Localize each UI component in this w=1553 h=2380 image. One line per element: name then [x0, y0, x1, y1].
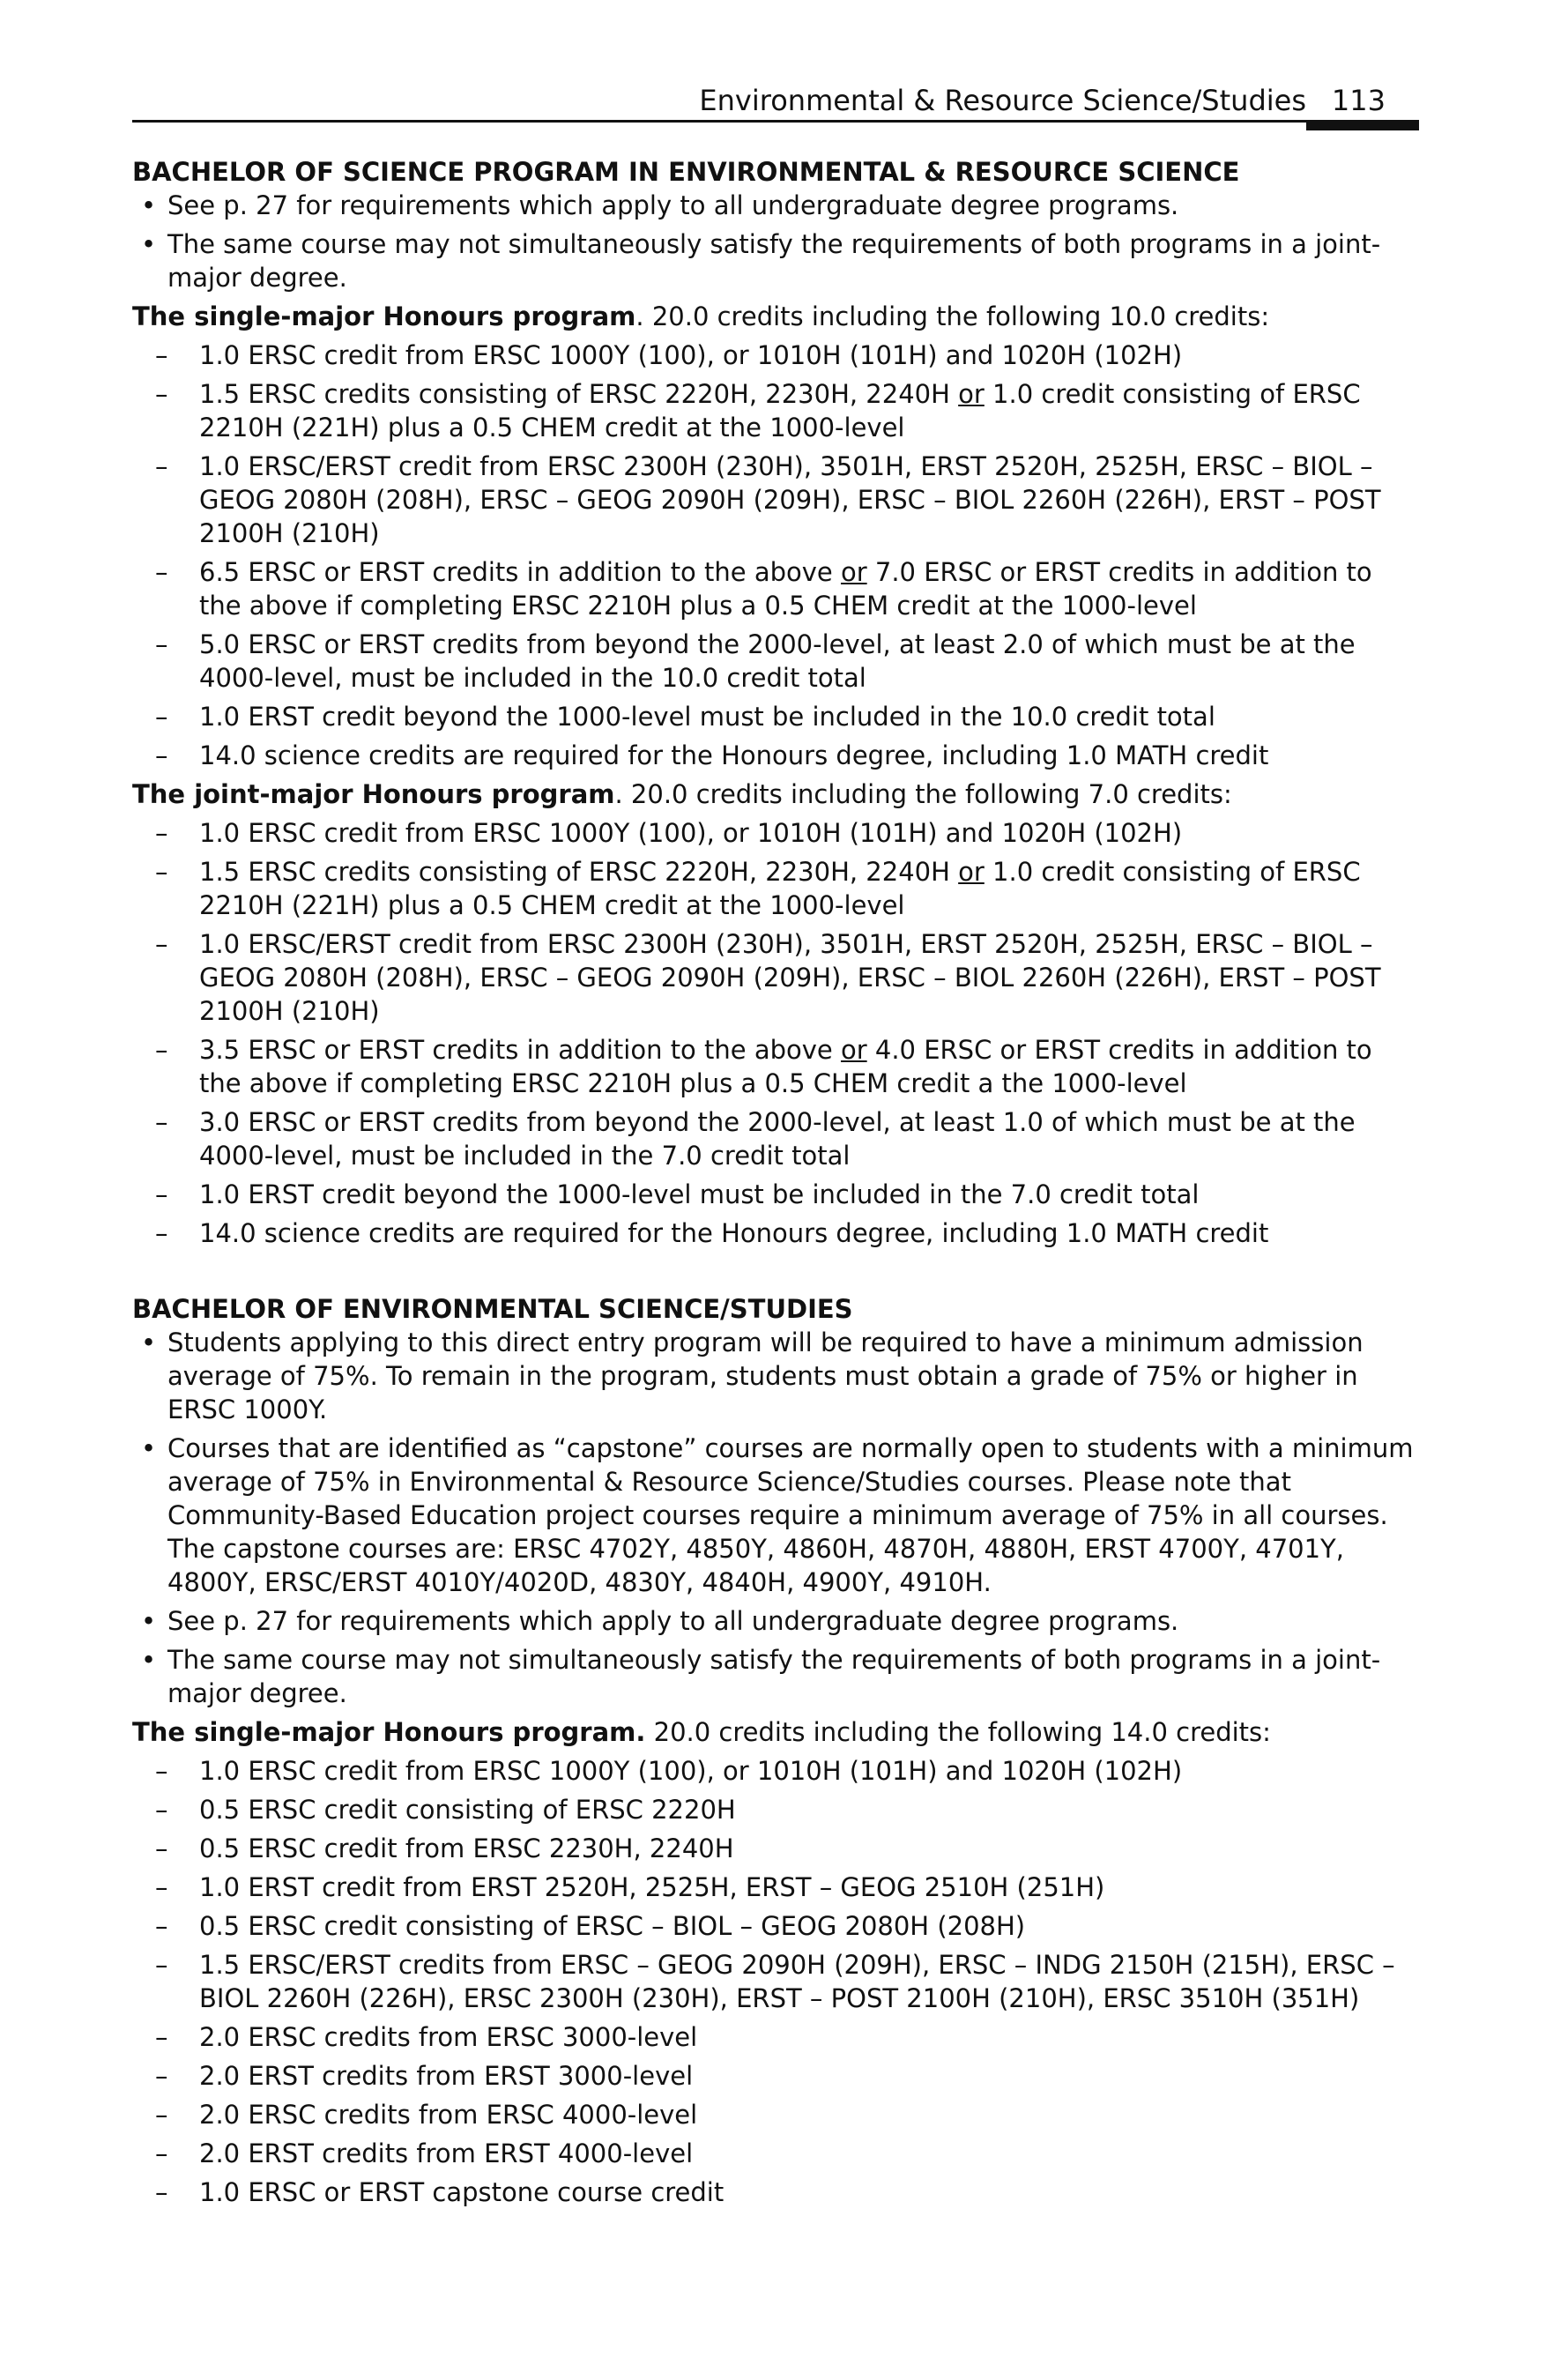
bes-single-requirements	[132, 1754, 1419, 2209]
requirement-item: – 2.0 ERST credits from ERST 3000-level	[132, 2059, 1419, 2093]
requirement-item: – 1.0 ERSC/ERST credit from ERSC 2300H (230H), 3501H, ERST 2520H, 2525H, ERSC – BIOL – GEOG 2080H (208H), ERSC – GEOG 2090H (209H), ERSC – BIOL 2260H (226H), ERST – POST 2100H (210H)	[132, 927, 1419, 1028]
requirement-item: – 3.0 ERSC or ERST credits from beyond the 2000-level, at least 1.0 of which must be at the 4000-level, must be included in the 7.0 credit total	[132, 1105, 1419, 1172]
program-name: The single-major Honours program.	[132, 1717, 646, 1747]
requirement-item: – 1.0 ERST credit beyond the 1000-level must be included in the 7.0 credit total	[132, 1178, 1419, 1211]
requirement-item: – 2.0 ERSC credits from ERSC 4000-level	[132, 2098, 1419, 2131]
bullet-item: • Courses that are identified as “capstone” courses are normally open to students with a minimum average of 75% in Environmental & Resource Science/Studies courses. Please note that Community-Based Education project courses require a minimum average of 75% in all courses. The capstone courses are: ERSC 4702Y, 4850Y, 4860H, 4870H, 4880H, ERST 4700Y, 4701Y, 4800Y, ERSC/ERST 4010Y/4020D, 4830Y, 4840H, 4900Y, 4910H.	[132, 1432, 1419, 1599]
bullet-item: • The same course may not simultaneously satisfy the requirements of both programs in a joint-major degree.	[132, 227, 1419, 294]
program-desc: . 20.0 credits including the following 10.0 credits:	[635, 301, 1270, 331]
requirement-item: – 2.0 ERST credits from ERST 4000-level	[132, 2137, 1419, 2170]
page-header	[132, 81, 1419, 134]
bullet-item: • Students applying to this direct entry program will be required to have a minimum admission average of 75%. To remain in the program, students must obtain a grade of 75% or higher in ERSC 1000Y.	[132, 1326, 1419, 1426]
program-name: The joint-major Honours program	[132, 779, 615, 809]
bullet-item: • See p. 27 for requirements which apply to all undergraduate degree programs.	[132, 1604, 1419, 1638]
requirement-item: – 5.0 ERSC or ERST credits from beyond the 2000-level, at least 2.0 of which must be at the 4000-level, must be included in the 10.0 credit total	[132, 628, 1419, 695]
bsc-joint-requirements	[132, 816, 1419, 1250]
requirement-item: – 14.0 science credits are required for the Honours degree, including 1.0 MATH credit	[132, 739, 1419, 772]
bsc-single-requirements	[132, 338, 1419, 772]
requirement-item: – 1.5 ERSC/ERST credits from ERSC – GEOG 2090H (209H), ERSC – INDG 2150H (215H), ERSC – BIOL 2260H (226H), ERSC 2300H (230H), ERST – POST 2100H (210H), ERSC 3510H (351H)	[132, 1948, 1419, 2015]
program-line-bsc-single	[132, 300, 1419, 333]
bullet-item: • The same course may not simultaneously satisfy the requirements of both programs in a joint-major degree.	[132, 1643, 1419, 1710]
program-desc: . 20.0 credits including the following 7.0 credits:	[614, 779, 1232, 809]
program-desc: 20.0 credits including the following 14.0 credits:	[645, 1717, 1271, 1747]
program-name: The single-major Honours program	[132, 301, 636, 331]
requirement-item: – 1.5 ERSC credits consisting of ERSC 2220H, 2230H, 2240H or 1.0 credit consisting of ERSC 2210H (221H) plus a 0.5 CHEM credit at the 1000-level	[132, 855, 1419, 922]
requirement-item: – 2.0 ERSC credits from ERSC 3000-level	[132, 2020, 1419, 2054]
requirement-item: – 1.0 ERST credit beyond the 1000-level must be included in the 10.0 credit total	[132, 700, 1419, 733]
page-number: 113	[1331, 84, 1386, 117]
requirement-item: – 1.0 ERSC credit from ERSC 1000Y (100), or 1010H (101H) and 1020H (102H)	[132, 816, 1419, 850]
running-title: Environmental & Resource Science/Studies	[699, 84, 1306, 117]
requirement-item: – 6.5 ERSC or ERST credits in addition to the above or 7.0 ERSC or ERST credits in addition to the above if completing ERSC 2210H plus a 0.5 CHEM credit at the 1000-level	[132, 555, 1419, 622]
requirement-item: – 0.5 ERSC credit from ERSC 2230H, 2240H	[132, 1832, 1419, 1865]
header-bar	[1306, 120, 1419, 130]
requirement-item: – 3.5 ERSC or ERST credits in addition to the above or 4.0 ERSC or ERST credits in addition to the above if completing ERSC 2210H plus a 0.5 CHEM credit a the 1000-level	[132, 1033, 1419, 1100]
requirement-item: – 1.0 ERST credit from ERST 2520H, 2525H, ERST – GEOG 2510H (251H)	[132, 1871, 1419, 1904]
section-heading-bes: BACHELOR OF ENVIRONMENTAL SCIENCE/STUDIES	[132, 1294, 853, 1324]
requirement-item: – 1.0 ERSC or ERST capstone course credit	[132, 2175, 1419, 2209]
header-rule	[132, 120, 1419, 123]
page-content	[132, 155, 1419, 2214]
program-line-bsc-joint	[132, 777, 1419, 811]
section-heading-bsc: BACHELOR OF SCIENCE PROGRAM IN ENVIRONMENTAL & RESOURCE SCIENCE	[132, 157, 1240, 187]
requirement-item: – 0.5 ERSC credit consisting of ERSC 2220H	[132, 1793, 1419, 1826]
bsc-notes-list	[132, 189, 1419, 294]
section-spacer	[132, 1255, 1419, 1292]
program-line-bes-single	[132, 1715, 1419, 1749]
requirement-item: – 1.5 ERSC credits consisting of ERSC 2220H, 2230H, 2240H or 1.0 credit consisting of ERSC 2210H (221H) plus a 0.5 CHEM credit at the 1000-level	[132, 377, 1419, 444]
bullet-item: • See p. 27 for requirements which apply to all undergraduate degree programs.	[132, 189, 1419, 222]
requirement-item: – 1.0 ERSC/ERST credit from ERSC 2300H (230H), 3501H, ERST 2520H, 2525H, ERSC – BIOL – GEOG 2080H (208H), ERSC – GEOG 2090H (209H), ERSC – BIOL 2260H (226H), ERST – POST 2100H (210H)	[132, 450, 1419, 550]
requirement-item: – 0.5 ERSC credit consisting of ERSC – BIOL – GEOG 2080H (208H)	[132, 1909, 1419, 1943]
bes-notes-list	[132, 1326, 1419, 1710]
requirement-item: – 1.0 ERSC credit from ERSC 1000Y (100), or 1010H (101H) and 1020H (102H)	[132, 338, 1419, 372]
requirement-item: – 14.0 science credits are required for the Honours degree, including 1.0 MATH credit	[132, 1216, 1419, 1250]
requirement-item: – 1.0 ERSC credit from ERSC 1000Y (100), or 1010H (101H) and 1020H (102H)	[132, 1754, 1419, 1788]
